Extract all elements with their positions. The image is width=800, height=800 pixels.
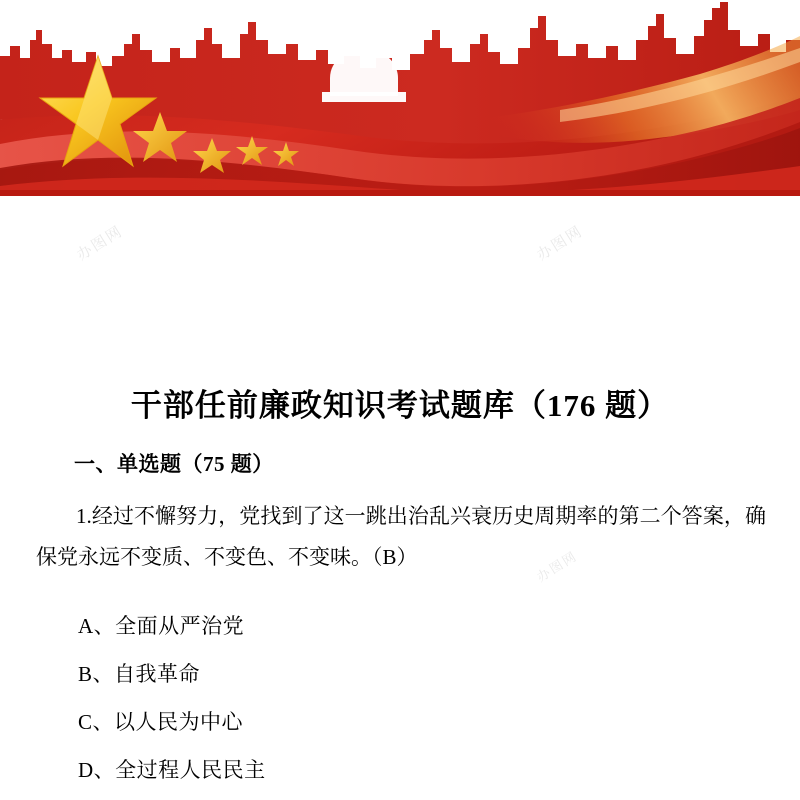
document-page	[0, 196, 800, 800]
page-title: 干部任前廉政知识考试题库（176 题）	[130, 388, 670, 423]
option-b: B、自我革命	[78, 662, 201, 686]
watermark: 办图网	[533, 222, 587, 265]
option-c: C、以人民为中心	[78, 710, 244, 734]
option-a: A、全面从严治党	[78, 614, 245, 638]
banner-graphic	[0, 0, 800, 196]
question-text: 1.经过不懈努力，党找到了这一跳出治乱兴衰历史周期率的第二个答案，确保党永远不变质、不变色、不变味。（B）	[36, 504, 766, 569]
section-heading: 一、单选题（75 题）	[74, 452, 274, 476]
watermark: 办图网	[533, 548, 581, 585]
option-d: D、全过程人民民主	[78, 758, 266, 782]
skyline-dome-base	[322, 92, 406, 102]
watermark: 办图网	[73, 222, 127, 265]
header-banner	[0, 0, 800, 196]
